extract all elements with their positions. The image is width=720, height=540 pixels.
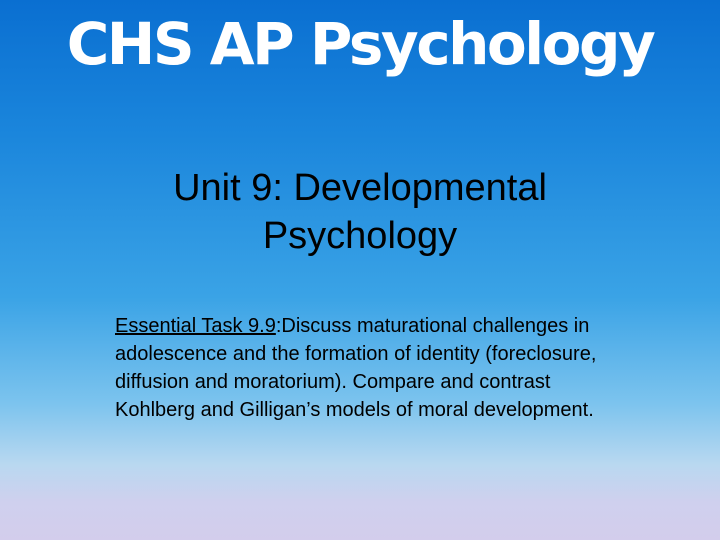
essential-task-colon: : [275, 315, 282, 337]
slide-title: CHS AP Psychology [66, 10, 654, 78]
essential-task [115, 312, 615, 424]
subtitle-line-1: Unit 9: Developmental [173, 167, 547, 209]
essential-task-text: Discuss maturational challenges in adolescence and the formation of identity (foreclosure, diffusion and moratorium). Compare and contrast Kohlberg and Gilligan’s models of moral development. [115, 315, 597, 421]
subtitle-line-2: Psychology [262, 215, 458, 257]
slide-subtitle [110, 164, 610, 260]
essential-task-label: Essential Task 9.9 [115, 315, 276, 337]
